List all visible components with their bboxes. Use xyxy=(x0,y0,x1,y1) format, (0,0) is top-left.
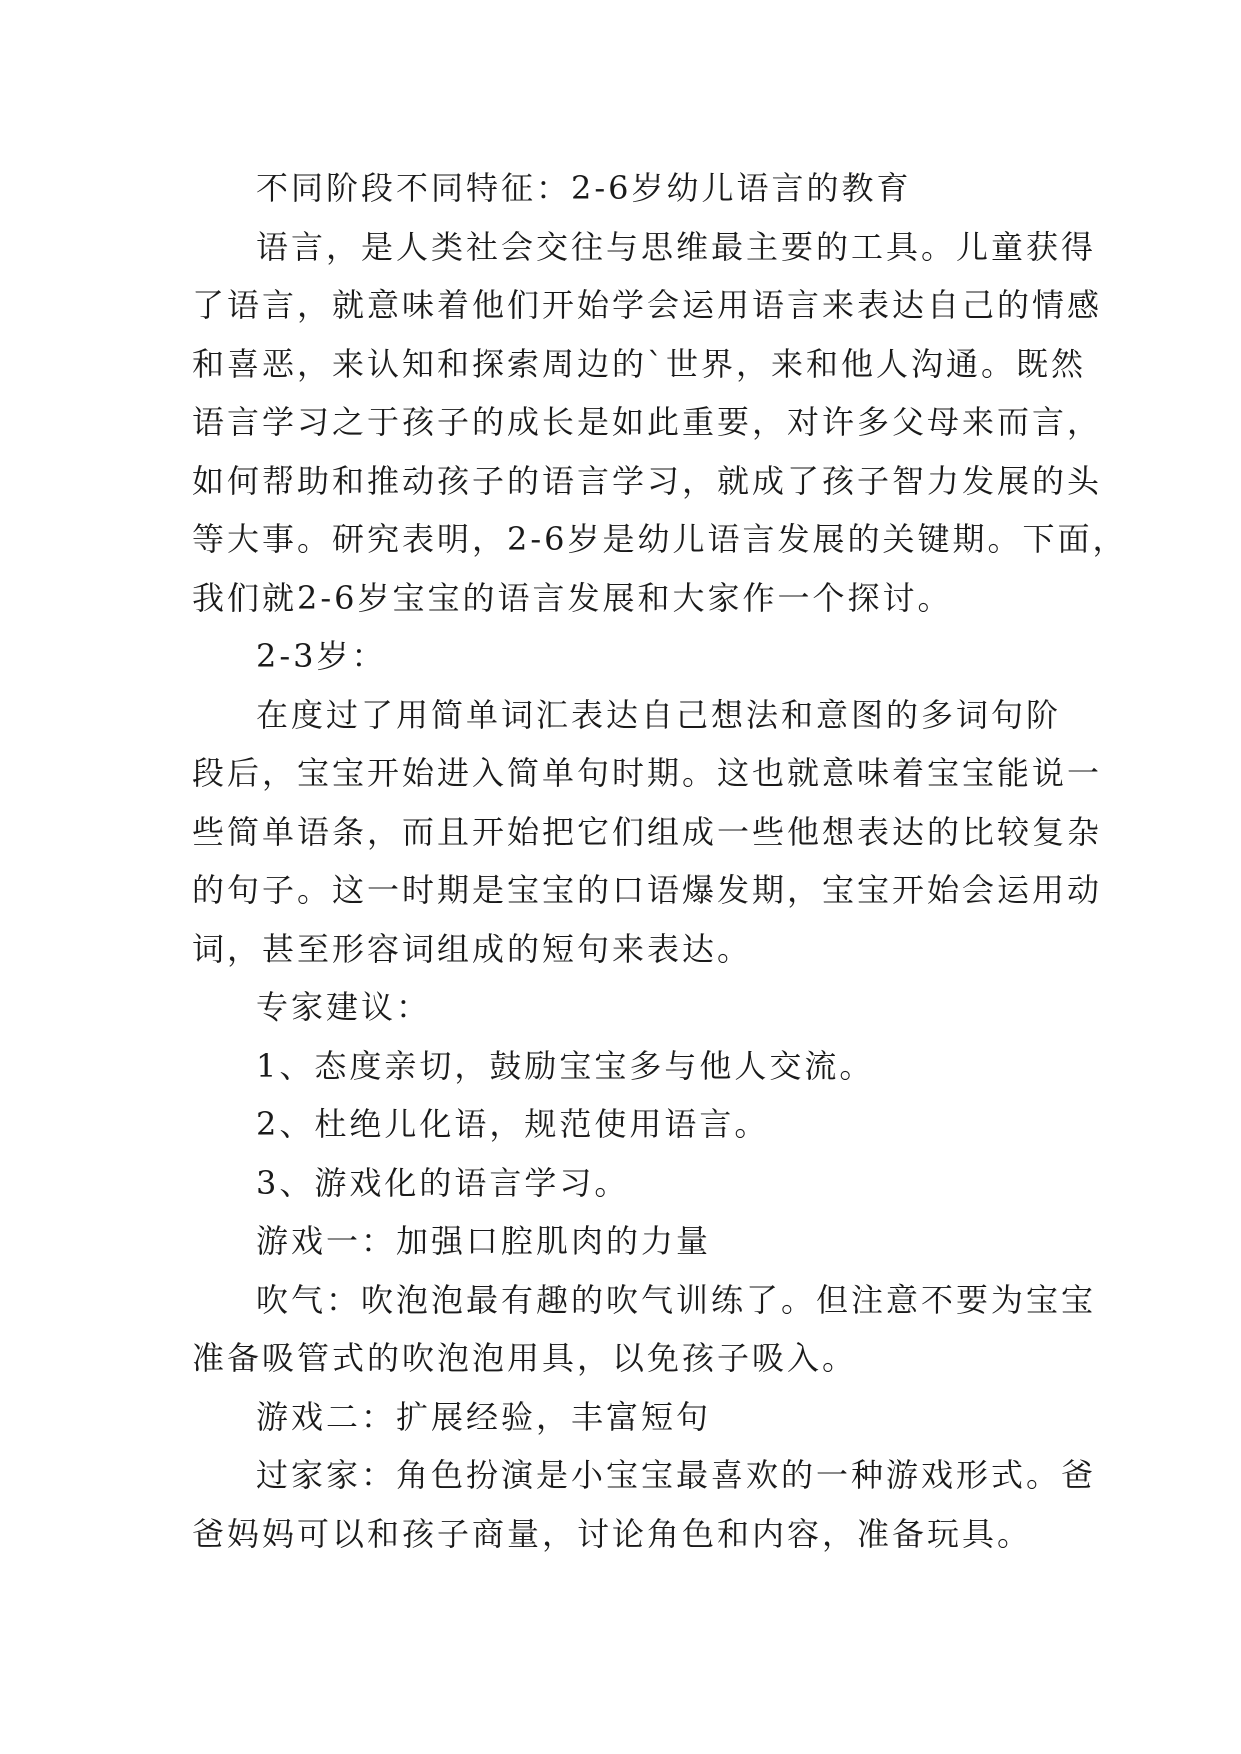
text-line: 些简单语条，而且开始把它们组成一些他想表达的比较复杂 xyxy=(192,812,1103,851)
text-line: 爸妈妈可以和孩子商量，讨论角色和内容，准备玩具。 xyxy=(192,1514,1033,1553)
list-item: 1、态度亲切，鼓励宝宝多与他人交流。 xyxy=(256,1046,875,1085)
text-line: 我们就2-6岁宝宝的语言发展和大家作一个探讨。 xyxy=(192,578,953,617)
document-title: 不同阶段不同特征：2-6岁幼儿语言的教育 xyxy=(256,169,912,207)
text-line: 语言，是人类社会交往与思维最主要的工具。儿童获得 xyxy=(256,227,1097,266)
text-line: 吹气：吹泡泡最有趣的吹气训练了。但注意不要为宝宝 xyxy=(256,1280,1097,1319)
text-line: 在度过了用简单词汇表达自己想法和意图的多词句阶 xyxy=(256,695,1062,734)
text-line: 段后，宝宝开始进入简单句时期。这也就意味着宝宝能说一 xyxy=(192,754,1103,792)
text-line: 和喜恶，来认知和探索周边的`世界，来和他人沟通。既然 xyxy=(192,344,1087,383)
section-heading: 游戏二：扩展经验，丰富短句 xyxy=(256,1397,712,1436)
section-heading: 游戏一：加强口腔肌肉的力量 xyxy=(256,1222,712,1260)
text-line: 的句子。这一时期是宝宝的口语爆发期，宝宝开始会运用动 xyxy=(192,871,1103,909)
text-line: 如何帮助和推动孩子的语言学习，就成了孩子智力发展的头 xyxy=(192,461,1103,500)
text-line: 等大事。研究表明，2-6岁是幼儿语言发展的关键期。下面， xyxy=(192,520,1128,558)
document-body xyxy=(192,159,1128,1563)
text-line: 准备吸管式的吹泡泡用具，以免孩子吸入。 xyxy=(192,1339,858,1377)
list-item: 2、杜绝儿化语，规范使用语言。 xyxy=(256,1105,770,1143)
text-line: 词，甚至形容词组成的短句来表达。 xyxy=(192,929,753,968)
text-line: 过家家：角色扮演是小宝宝最喜欢的一种游戏形式。爸 xyxy=(256,1456,1097,1494)
section-heading: 2-3岁： xyxy=(256,637,387,675)
text-line: 语言学习之于孩子的成长是如此重要，对许多父母来而言， xyxy=(192,403,1103,441)
section-heading: 专家建议： xyxy=(256,988,432,1026)
text-line: 了语言，就意味着他们开始学会运用语言来表达自己的情感 xyxy=(192,286,1103,324)
list-item: 3、游戏化的语言学习。 xyxy=(256,1163,630,1202)
